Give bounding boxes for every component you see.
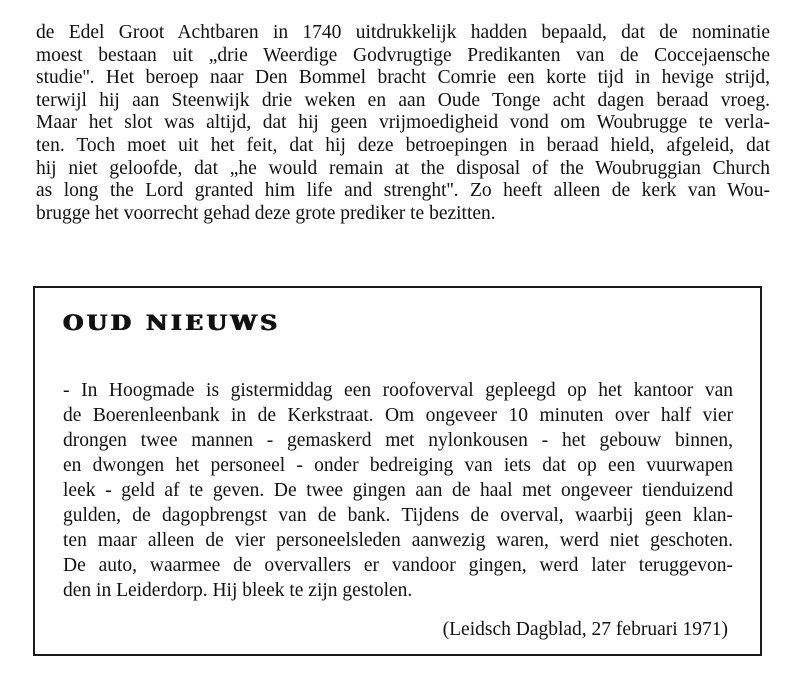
news-source-citation: (Leidsch Dagblad, 27 februari 1971) [442, 619, 728, 640]
news-box-body [63, 378, 733, 603]
news-line: drongen twee mannen - gemaskerd met nylonkousen - het gebouw binnen, [63, 430, 733, 451]
news-line: de Boerenleenbank in de Kerkstraat. Om ongeveer 10 minuten over half vier [63, 405, 733, 426]
article-line: studie''. Het beroep naar Den Bommel bracht Comrie een korte tijd in hevige strijd, [36, 67, 770, 89]
article-line: hij niet geloofde, dat „he would remain at the disposal of the Woubruggian Church [36, 157, 770, 179]
article-line: ten. Toch moet uit het feit, dat hij deze betroepingen in beraad hield, afgeleid, dat [36, 134, 770, 156]
news-line: en dwongen het personeel - onder bedreiging van iets dat op een vuurwapen [63, 455, 733, 476]
article-line: moest bestaan uit „drie Weerdige Godvrugtige Predikanten van de Coccejaensche [36, 44, 770, 66]
article-paragraph [36, 22, 770, 225]
news-line: De auto, waarmee de overvallers er vandoor gingen, werd later teruggevon- [63, 555, 733, 576]
news-line: gulden, de dagopbrengst van de bank. Tijdens de overval, waarbij geen klan- [63, 505, 733, 526]
article-line: Maar het slot was altijd, dat hij geen vrijmoedigheid vond om Woubrugge te verla- [36, 112, 770, 134]
news-box [33, 286, 762, 656]
article-line: as long the Lord granted him life and strenght''. Zo heeft alleen de kerk van Wou- [36, 180, 770, 202]
news-box-title: OUD NIEUWS [63, 310, 281, 335]
news-line: leek - geld af te geven. De twee gingen aan de haal met ongeveer tienduizend [63, 480, 733, 501]
news-line: - In Hoogmade is gistermiddag een roofoverval gepleegd op het kantoor van [63, 380, 733, 401]
news-line: den in Leiderdorp. Hij bleek te zijn gestolen. [63, 580, 413, 601]
news-line: ten maar alleen de vier personeelsleden aanwezig waren, werd niet geschoten. [63, 530, 733, 551]
article-line: terwijl hij aan Steenwijk drie weken en aan Oude Tonge acht dagen beraad vroeg. [36, 89, 770, 111]
article-line: brugge het voorrecht gehad deze grote prediker te bezitten. [36, 202, 496, 224]
article-line: de Edel Groot Achtbaren in 1740 uitdrukkelijk hadden bepaald, dat de nominatie [36, 22, 770, 43]
